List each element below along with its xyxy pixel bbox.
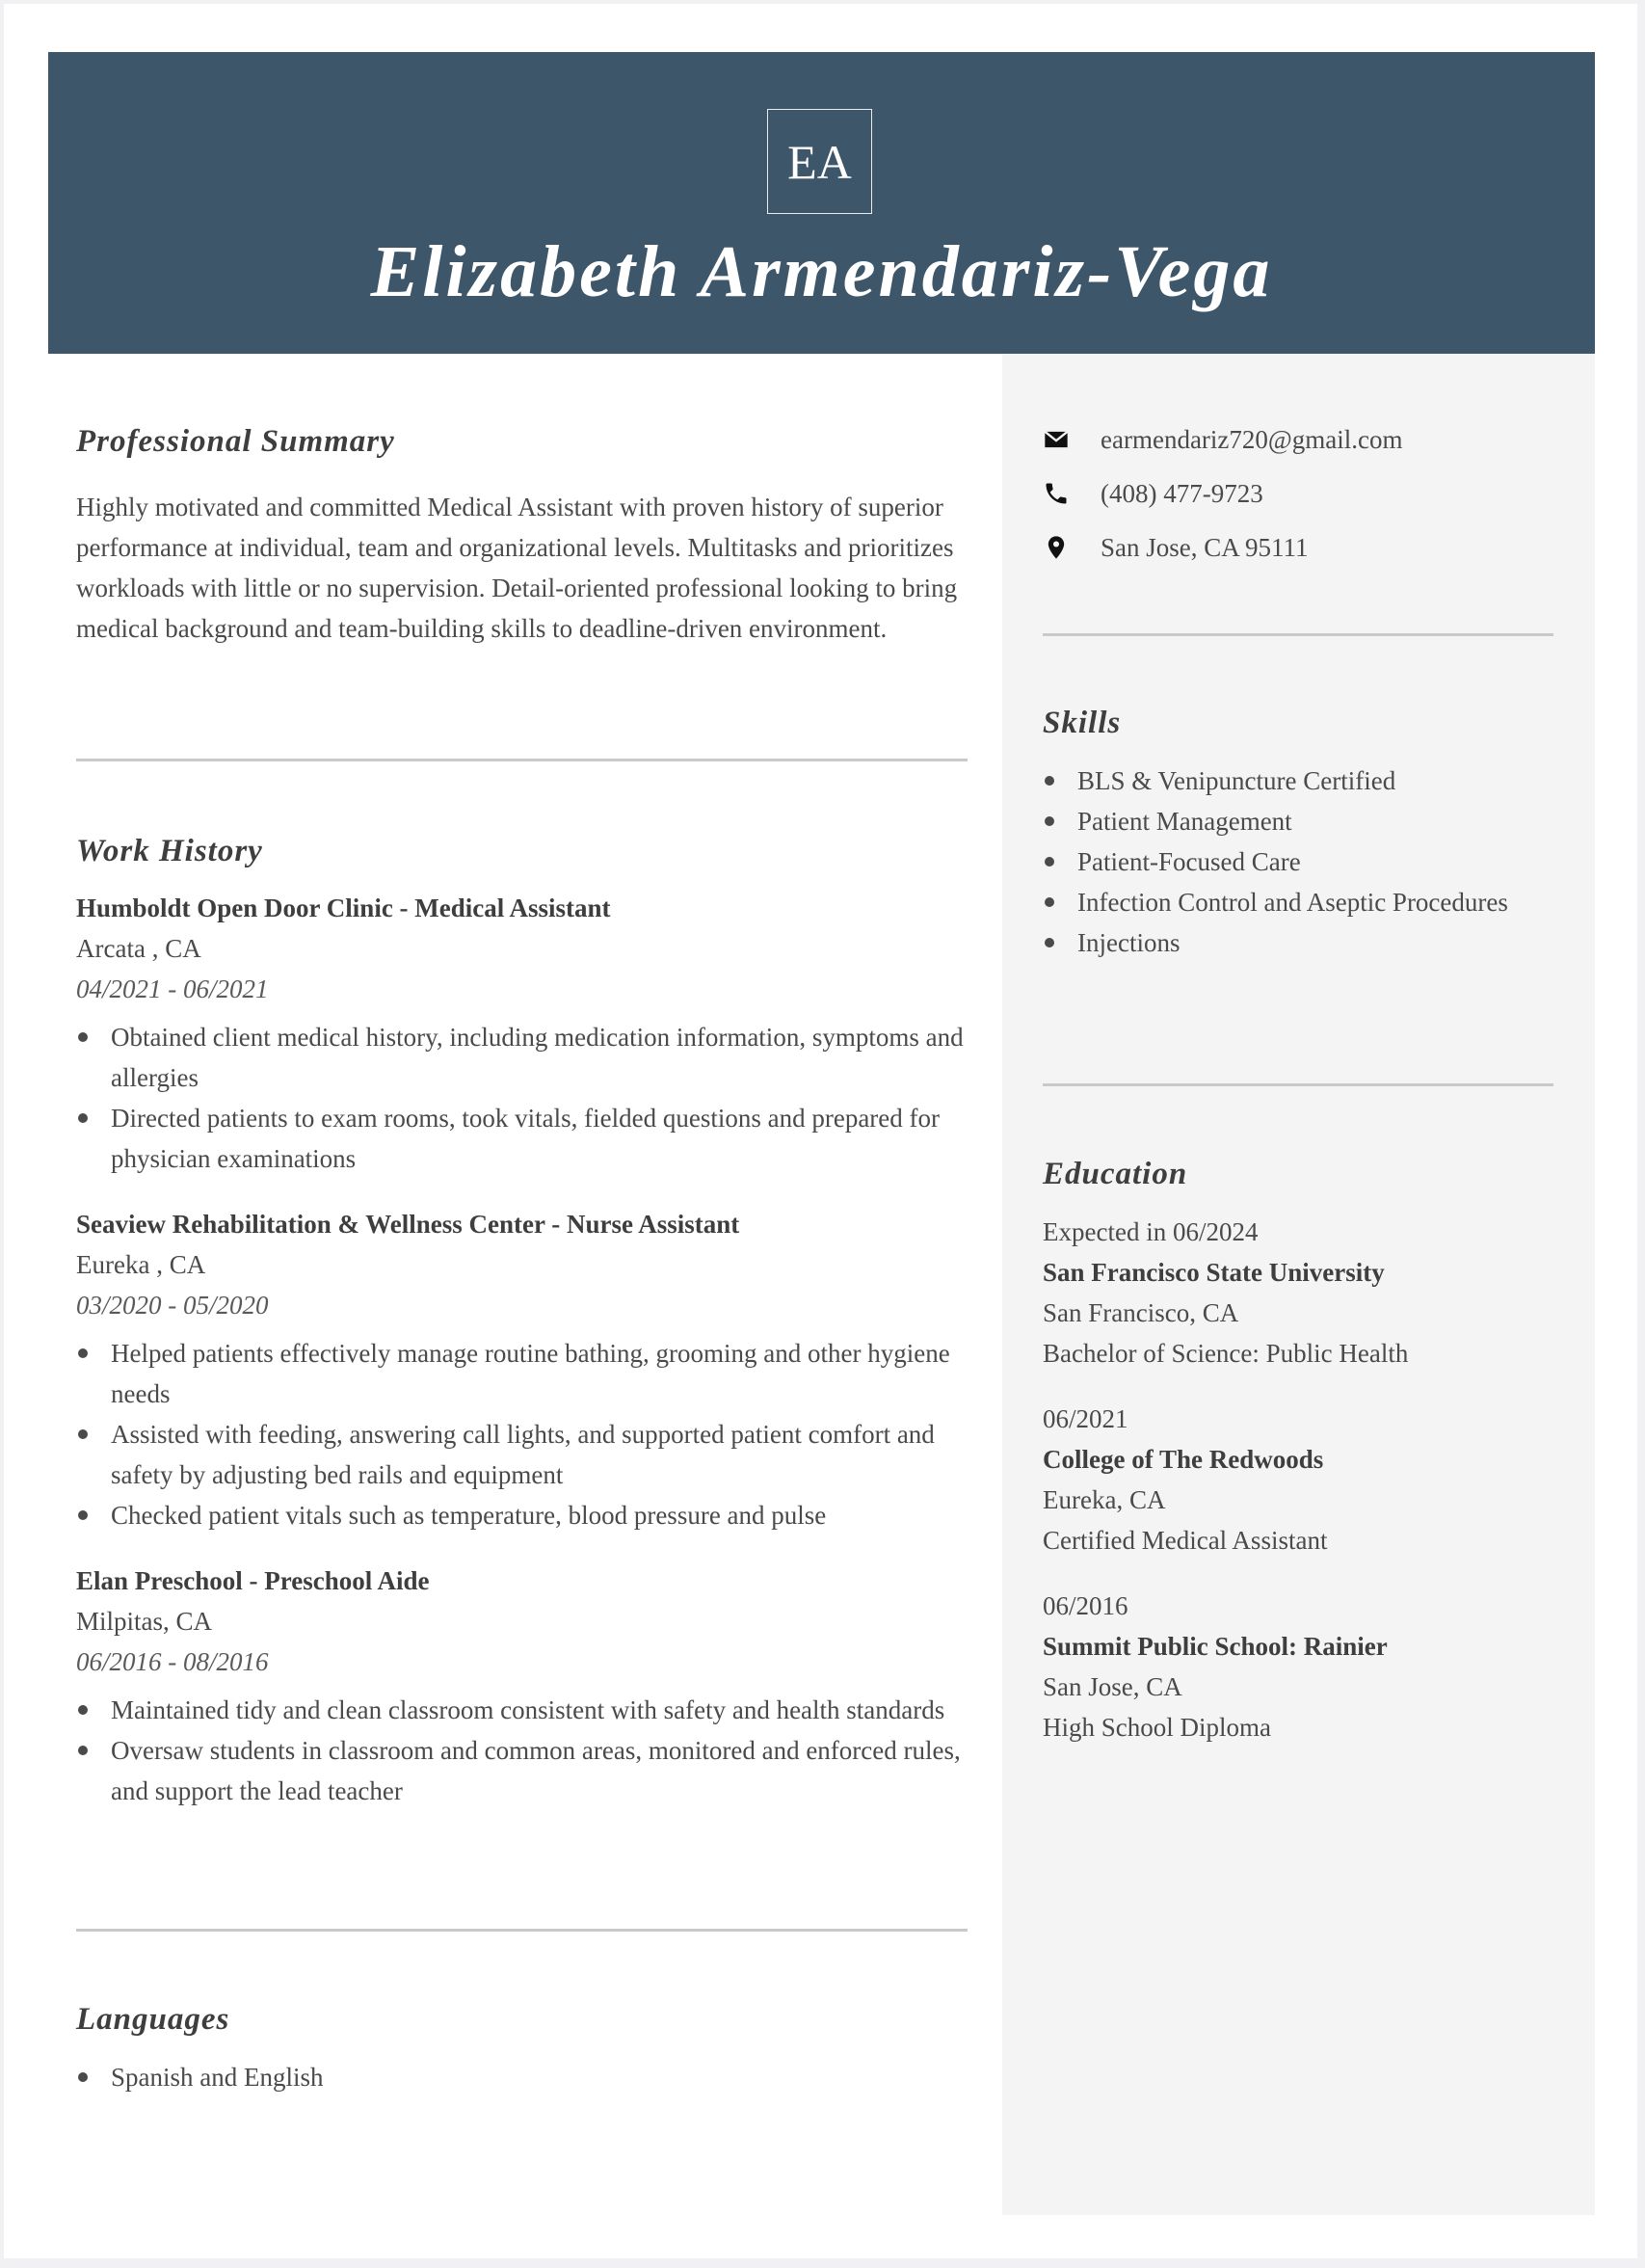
candidate-name: Elizabeth Armendariz-Vega <box>370 231 1273 312</box>
job-bullets <box>76 1017 968 1179</box>
list-item: Checked patient vitals such as temperature, blood pressure and pulse <box>76 1495 968 1535</box>
email-text[interactable]: earmendariz720@gmail.com <box>1101 424 1403 454</box>
contact-phone <box>1043 467 1553 520</box>
section-title-skills: Skills <box>1043 706 1122 740</box>
education-school: College of The Redwoods <box>1043 1445 1324 1474</box>
education-date: Expected in 06/2024 <box>1043 1217 1259 1246</box>
list-item: Oversaw students in classroom and common areas, monitored and enforced rules, and support the lead teacher <box>76 1730 968 1811</box>
list-item: BLS & Venipuncture Certified <box>1043 760 1553 801</box>
skills-list <box>1043 760 1553 963</box>
phone-text[interactable]: (408) 477-9723 <box>1101 478 1263 508</box>
list-item: Patient-Focused Care <box>1043 841 1553 882</box>
education-degree: Certified Medical Assistant <box>1043 1526 1328 1555</box>
education-location: San Jose, CA <box>1043 1672 1182 1701</box>
list-item: Assisted with feeding, answering call lights, and supported patient comfort and safety by adjusting bed rails and equipment <box>76 1414 968 1495</box>
education-entry <box>1043 1212 1553 1374</box>
list-item: Injections <box>1043 922 1553 963</box>
education-entry <box>1043 1399 1553 1561</box>
list-item: Helped patients effectively manage routine bathing, grooming and other hygiene needs <box>76 1333 968 1414</box>
location-text: San Jose, CA 95111 <box>1101 532 1309 562</box>
languages-list <box>76 2057 968 2097</box>
summary-text: Highly motivated and committed Medical Assistant with proven history of superior performance at individual, team and organizational levels. Multitasks and prioritizes workloads with little or no supervision. Detail-oriented professional looking to bring medical background and team-building skills to deadline-driven environment. <box>76 493 958 643</box>
resume-page <box>4 4 1637 2258</box>
education-degree: Bachelor of Science: Public Health <box>1043 1339 1409 1368</box>
education-date: 06/2016 <box>1043 1591 1128 1620</box>
job-dates: 03/2020 - 05/2020 <box>76 1291 269 1320</box>
education-location: San Francisco, CA <box>1043 1298 1239 1327</box>
phone-icon <box>1043 480 1070 507</box>
education-school: Summit Public School: Rainier <box>1043 1632 1388 1661</box>
education-date: 06/2021 <box>1043 1404 1128 1433</box>
job-entry <box>76 1204 968 1535</box>
job-entry <box>76 1561 968 1811</box>
job-dates: 04/2021 - 06/2021 <box>76 974 269 1003</box>
languages-section <box>76 2004 968 2097</box>
map-pin-icon <box>1043 534 1070 561</box>
job-location: Milpitas, CA <box>76 1607 213 1636</box>
job-title: Seaview Rehabilitation & Wellness Center - Nurse Assistant <box>76 1210 740 1239</box>
list-item: Infection Control and Aseptic Procedures <box>1043 882 1553 922</box>
envelope-icon <box>1043 426 1070 453</box>
job-bullets <box>76 1333 968 1535</box>
education-degree: High School Diploma <box>1043 1713 1271 1742</box>
section-title-education: Education <box>1043 1157 1188 1191</box>
divider <box>76 1929 968 1932</box>
list-item: Patient Management <box>1043 801 1553 841</box>
job-title: Elan Preschool - Preschool Aide <box>76 1566 430 1595</box>
monogram-badge: EA <box>767 109 872 214</box>
divider <box>76 759 968 761</box>
job-bullets <box>76 1690 968 1811</box>
job-entry <box>76 888 968 1179</box>
section-title-work: Work History <box>76 834 263 868</box>
skills-section <box>1043 707 1553 963</box>
list-item: Obtained client medical history, including medication information, symptoms and allergies <box>76 1017 968 1098</box>
job-location: Arcata , CA <box>76 934 201 963</box>
contact-location <box>1043 520 1553 574</box>
list-item: Maintained tidy and clean classroom consistent with safety and health standards <box>76 1690 968 1730</box>
work-history-section <box>76 836 968 1811</box>
education-location: Eureka, CA <box>1043 1485 1166 1514</box>
sidebar-content <box>1043 413 1553 1742</box>
education-entry <box>1043 1586 1553 1748</box>
divider <box>1043 1083 1553 1086</box>
job-dates: 06/2016 - 08/2016 <box>76 1647 269 1676</box>
divider <box>1043 633 1553 636</box>
contact-email <box>1043 413 1553 467</box>
section-title-languages: Languages <box>76 2002 230 2037</box>
section-title-summary: Professional Summary <box>76 424 395 459</box>
list-item: Spanish and English <box>76 2057 968 2097</box>
resume-header <box>48 52 1595 354</box>
summary-section <box>76 426 968 649</box>
contact-block <box>1043 413 1553 574</box>
education-section <box>1043 1159 1553 1748</box>
job-location: Eureka , CA <box>76 1250 206 1279</box>
job-title: Humboldt Open Door Clinic - Medical Assistant <box>76 894 611 922</box>
education-school: San Francisco State University <box>1043 1258 1385 1287</box>
list-item: Directed patients to exam rooms, took vitals, fielded questions and prepared for physician examinations <box>76 1098 968 1179</box>
